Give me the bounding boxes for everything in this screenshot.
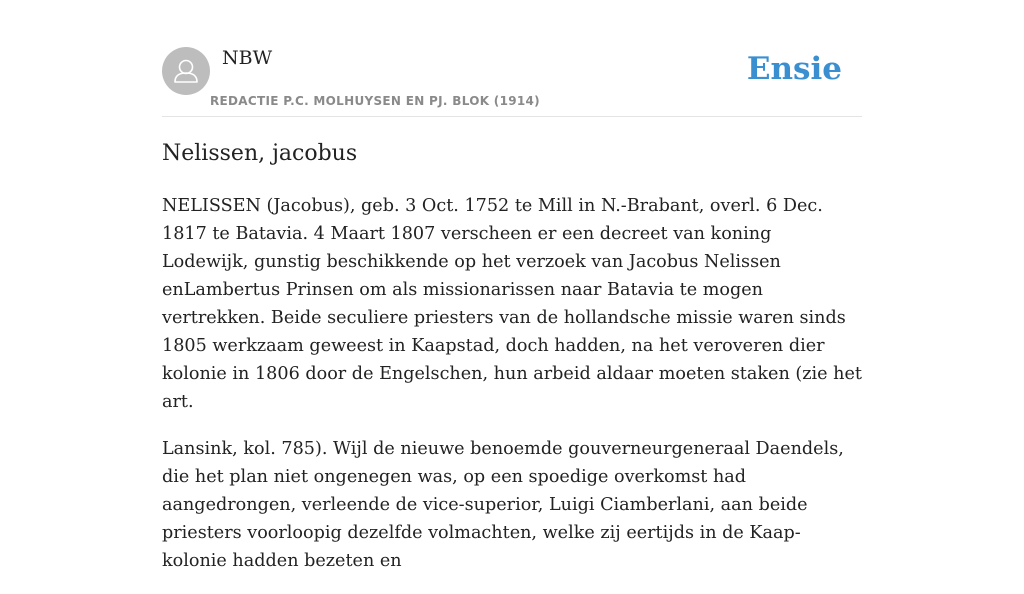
article-body [162,192,862,594]
article-title: Nelissen, jacobus [162,141,358,166]
author-name[interactable]: NBW [222,47,273,69]
header [162,0,862,117]
source-credit: REDACTIE P.C. MOLHUYSEN EN PJ. BLOK (1914) [210,94,540,108]
user-icon [162,47,210,95]
avatar[interactable] [162,47,210,95]
brand-logo[interactable]: Ensie [746,51,842,87]
article-paragraph: NELISSEN (Jacobus), geb. 3 Oct. 1752 te Mill in N.-Brabant, overl. 6 Dec. 1817 te Batavia. 4 Maart 1807 verscheen er een decreet van koning Lodewijk, gunstig beschikkende op het verzoek van Jacobus Nelissen enLambertus Prinsen om als missionarissen naar Batavia te mogen vertrekken. Beide seculiere priesters van de hollandsche missie waren sinds 1805 werkzaam geweest in Kaapstad, doch hadden, na het veroveren dier kolonie in 1806 door de Engelschen, hun arbeid aldaar moeten staken (zie het art. [162,196,862,412]
article-paragraph: Lansink, kol. 785). Wijl de nieuwe benoemde gouverneurgeneraal Daendels, die het plan niet ongenegen was, op een spoedige overkomst had aangedrongen, verleende de vice-superior, Luigi Ciamberlani, aan beide priesters voorloopig dezelfde volmachten, welke zij eertijds in de Kaap-kolonie hadden bezeten en [162,439,844,571]
